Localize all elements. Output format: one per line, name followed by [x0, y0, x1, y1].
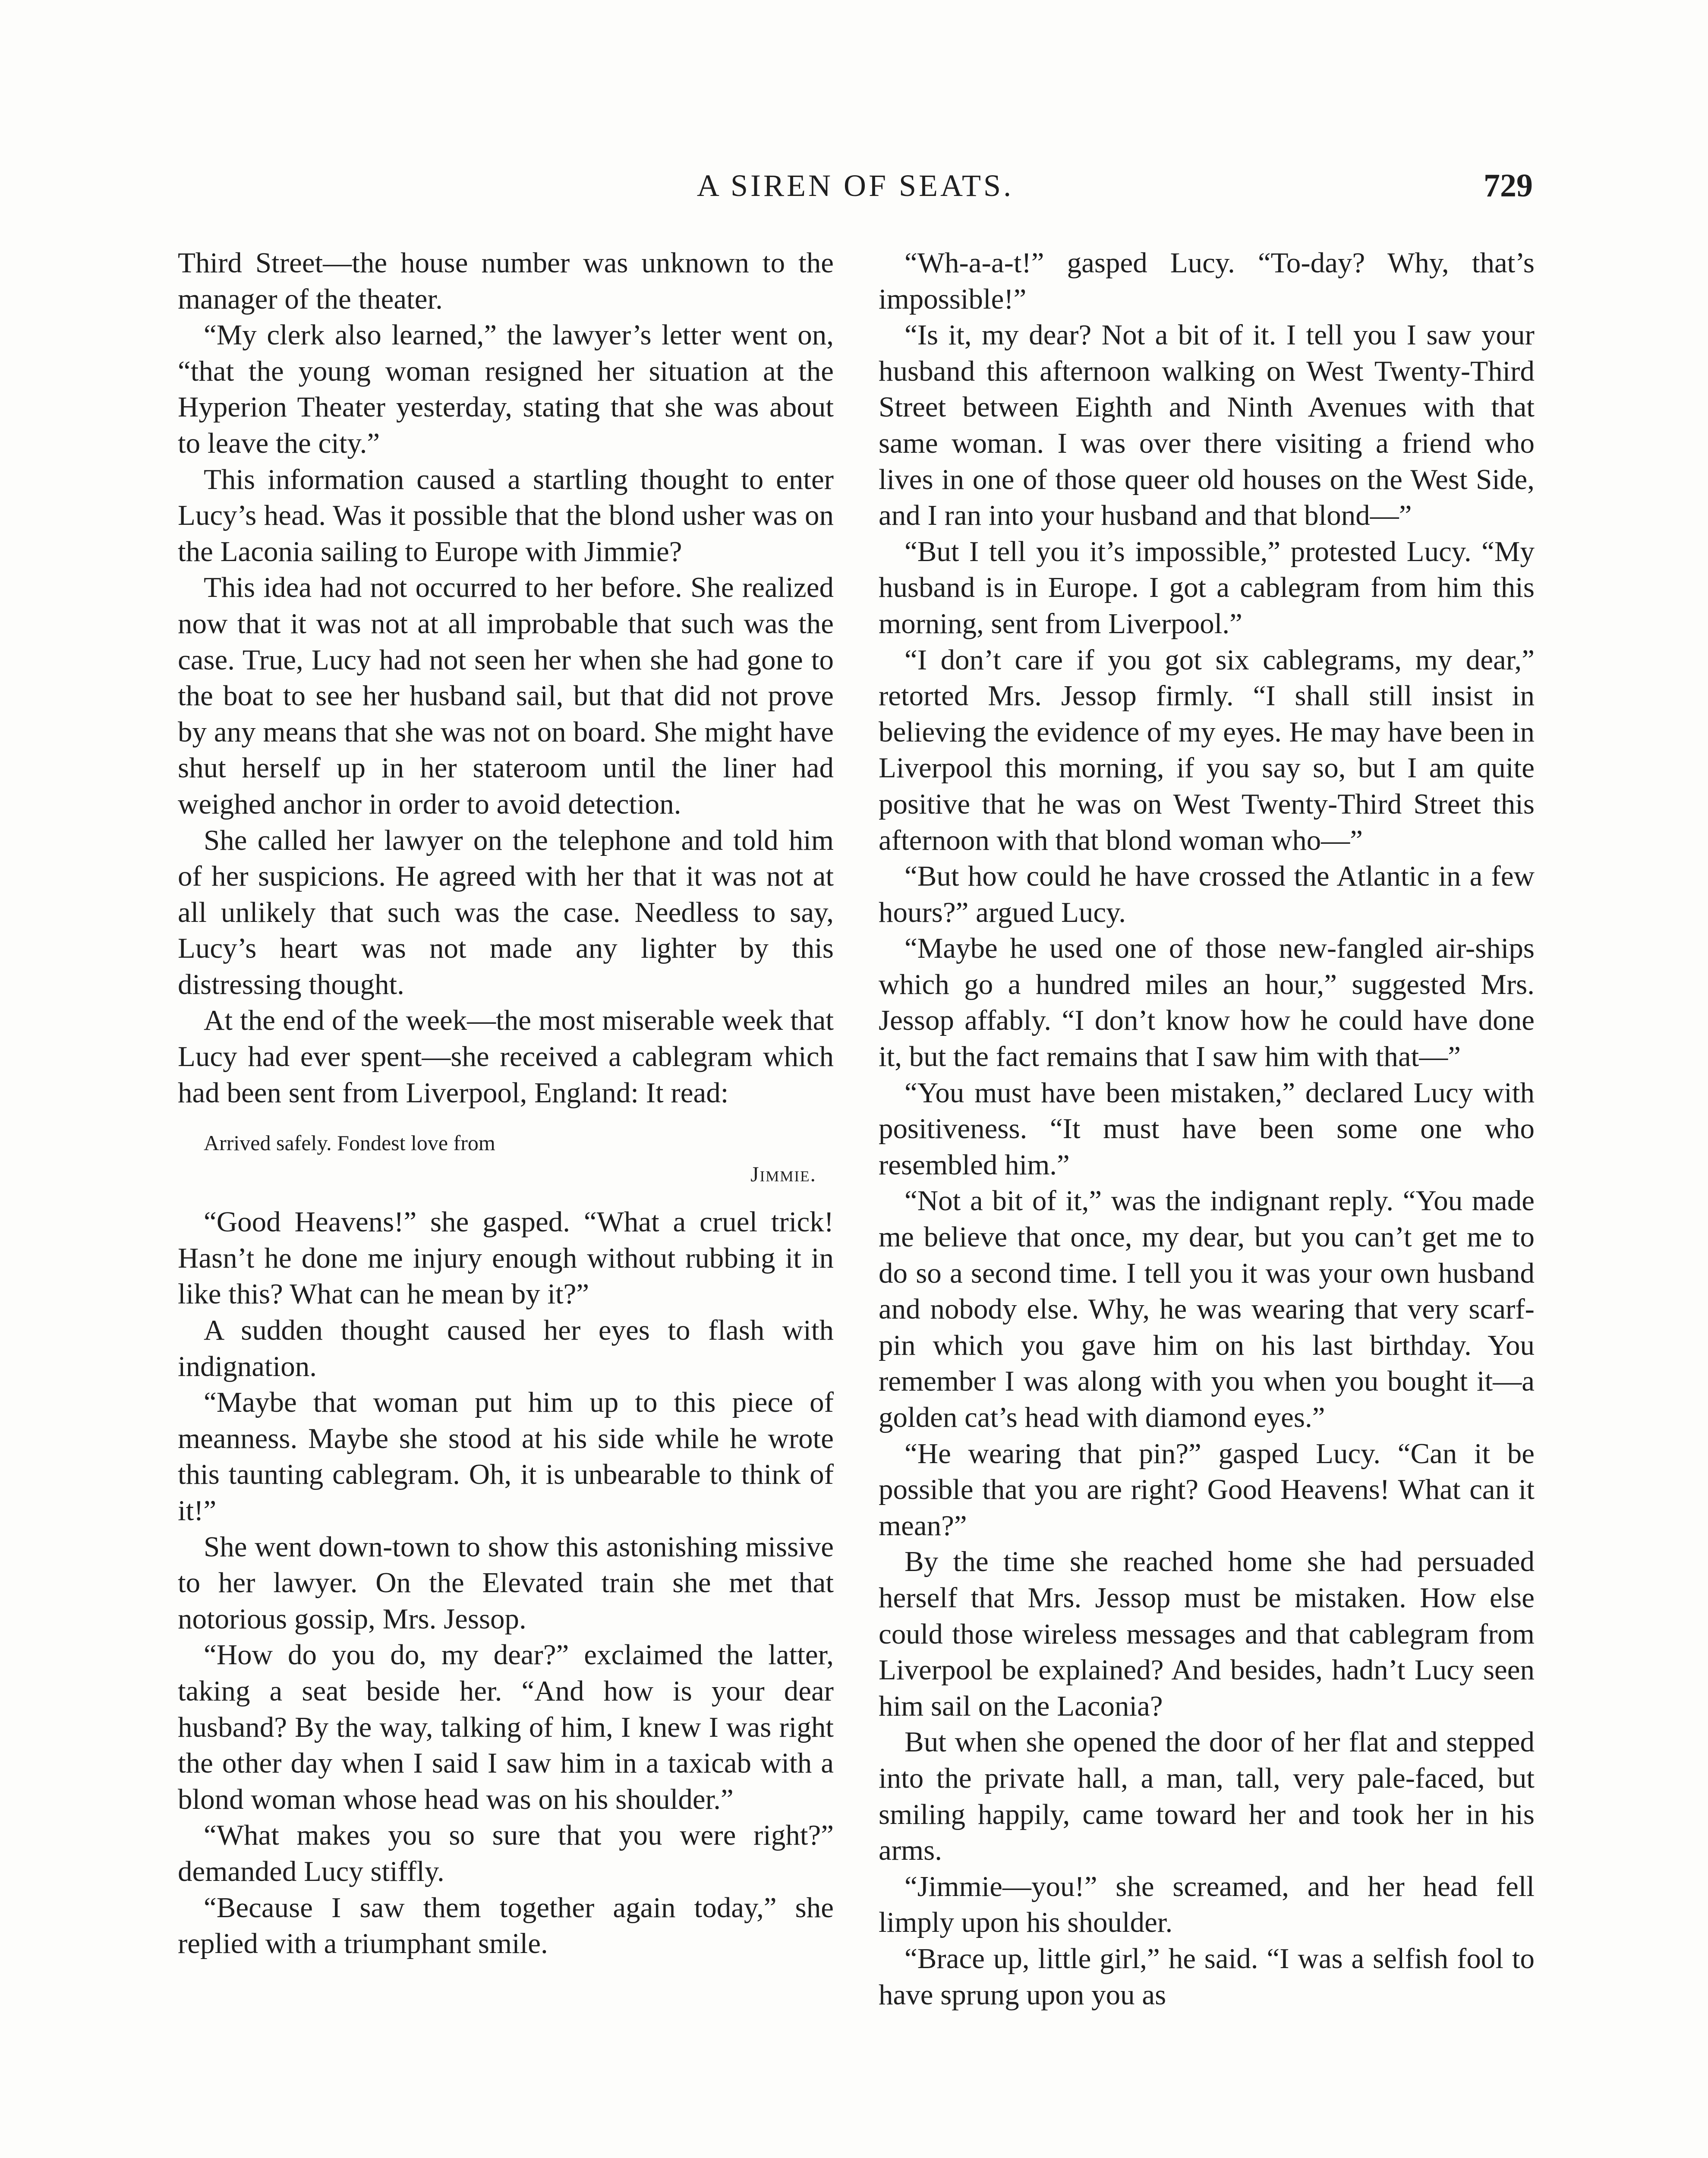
paragraph: “Wh-a-a-t!” gasped Lucy. “To-day? Why, that’s impossible!” — [879, 247, 1535, 315]
paragraph: “Jimmie—you!” she screamed, and her head fell limply upon his shoulder. — [879, 1870, 1535, 1939]
paragraph: Third Street—the house number was unknown to the manager of the theater. — [178, 247, 834, 315]
paragraph: “Is it, my dear? Not a bit of it. I tell you I saw your husband this afternoon walking on West Twenty-Third Street between Eighth and Ninth Avenues with that same woman. I was over there visiting a friend who lives in one of those queer old houses on the West Side, and I ran into your husband and that blond—” — [879, 319, 1535, 532]
paragraph: “But how could he have crossed the Atlantic in a few hours?” argued Lucy. — [879, 860, 1535, 928]
paragraph: “Maybe he used one of those new-fangled air-ships which go a hundred miles an hour,” suggested Mrs. Jessop affably. “I don’t know how he could have done it, but the fact remains that I saw him with that—” — [879, 932, 1535, 1073]
paragraph: A sudden thought caused her eyes to flash with indignation. — [178, 1314, 834, 1382]
paragraph: But when she opened the door of her flat and stepped into the private hall, a man, tall, very pale-faced, but smiling happily, came toward her and took her in his arms. — [879, 1726, 1535, 1867]
running-title: A SIREN OF SEATS. — [696, 168, 1014, 203]
paragraph: “My clerk also learned,” the lawyer’s letter went on, “that the young woman resigned her situation at the Hyperion Theater yesterday, stating that she was about to leave the city.” — [178, 319, 834, 459]
paragraph: “He wearing that pin?” gasped Lucy. “Can it be possible that you are right? Good Heavens! What can it mean?” — [879, 1437, 1535, 1542]
page-number: 729 — [1484, 167, 1533, 204]
paragraph: This information caused a startling thought to enter Lucy’s head. Was it possible that the blond usher was on the Laconia sailing to Europe with Jimmie? — [178, 463, 834, 568]
cablegram — [178, 1127, 834, 1189]
paragraph: By the time she reached home she had persuaded herself that Mrs. Jessop must be mistaken. How else could those wireless messages and that cablegram from Liverpool be explained? And besides, hadn’t Lucy seen him sail on the Laconia? — [879, 1546, 1535, 1722]
paragraph: “How do you do, my dear?” exclaimed the latter, taking a seat beside her. “And how is your dear husband? By the way, talking of him, I knew I was right the other day when I said I saw him in a taxicab with a blond woman whose head was on his shoulder.” — [178, 1639, 834, 1815]
paragraph: “Not a bit of it,” was the indignant reply. “You made me believe that once, my dear, but you can’t get me to do so a second time. I tell you it was your own husband and nobody else. Why, he was wearing that very scarf-pin which you gave him on his last birthday. You remember I was along with you when you bought it—a golden cat’s head with diamond eyes.” — [879, 1185, 1535, 1433]
paragraph: “You must have been mistaken,” declared Lucy with positiveness. “It must have been some one who resembled him.” — [879, 1076, 1535, 1181]
paragraph: “Brace up, little girl,” he said. “I was a selfish fool to have sprung upon you as — [879, 1942, 1535, 2011]
paragraph: “But I tell you it’s impossible,” protested Lucy. “My husband is in Europe. I got a cablegram from him this morning, sent from Liverpool.” — [879, 535, 1535, 640]
paragraph: “Good Heavens!” she gasped. “What a cruel trick! Hasn’t he done me injury enough without rubbing it in like this? What can he mean by it?” — [178, 1206, 834, 1310]
cablegram-text: Arrived safely. Fondest love from — [204, 1131, 495, 1155]
running-header — [178, 160, 1533, 211]
paragraph: “What makes you so sure that you were right?” demanded Lucy stiffly. — [178, 1819, 834, 1887]
paragraph: “Maybe that woman put him up to this piece of meanness. Maybe she stood at his side while he wrote this taunting cablegram. Oh, it is unbearable to think of it!” — [178, 1386, 834, 1527]
paragraph: At the end of the week—the most miserable week that Lucy had ever spent—she received a cablegram which had been sent from Liverpool, England: It read: — [178, 1004, 834, 1109]
right-column — [879, 245, 1535, 2013]
paragraph: “Because I saw them together again today,” she replied with a triumphant smile. — [178, 1891, 834, 1960]
left-column — [178, 245, 834, 1962]
paragraph: This idea had not occurred to her before. She realized now that it was not at all improbable that such was the case. True, Lucy had not seen her when she had gone to the boat to see her husband sail, but that did not prove by any means that she was not on board. She might have shut herself up in her stateroom until the liner had weighed anchor in order to avoid detection. — [178, 571, 834, 820]
paragraph: “I don’t care if you got six cablegrams, my dear,” retorted Mrs. Jessop firmly. “I shall still insist in believing the evidence of my eyes. He may have been in Liverpool this morning, if you say so, but I am quite positive that he was on West Twenty-Third Street this afternoon with that blond woman who—” — [879, 644, 1535, 856]
cablegram-signature: Jimmie. — [750, 1162, 816, 1186]
paragraph: She called her lawyer on the telephone and told him of her suspicions. He agreed with her that it was not at all unlikely that such was the case. Needless to say, Lucy’s heart was not made any lighter by this distressing thought. — [178, 824, 834, 1000]
paragraph: She went down-town to show this astonishing missive to her lawyer. On the Elevated train she met that notorious gossip, Mrs. Jessop. — [178, 1530, 834, 1635]
